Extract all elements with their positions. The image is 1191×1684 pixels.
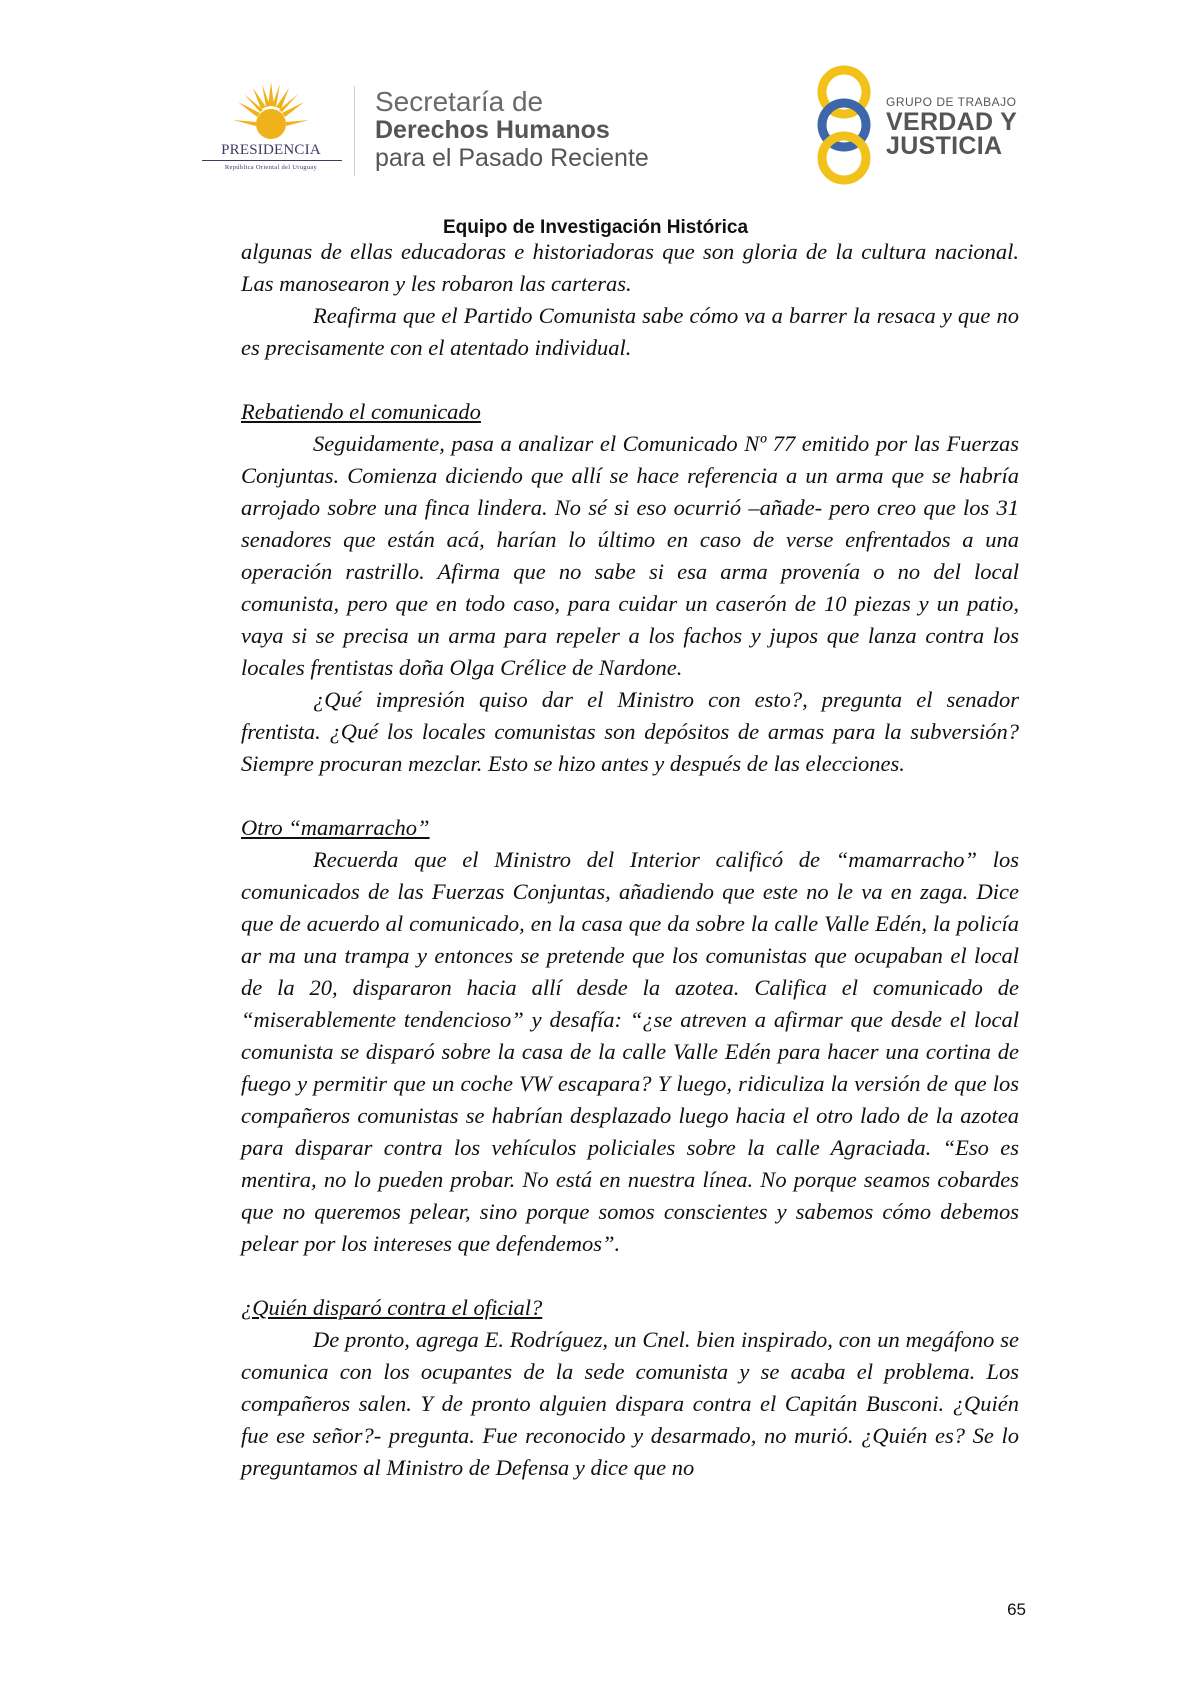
section-heading-2: Otro “mamarracho” [241,815,430,840]
paragraph-4: ¿Qué impresión quiso dar el Ministro con esto?, pregunta el senador frentista. ¿Qué los locales comunistas son depósitos de armas para la subversión? Siempre procuran mezclar. Esto se hizo antes y después de las elecciones. [241,687,1019,776]
page-header [0,0,1191,250]
header-divider [354,86,355,176]
paragraph-1: algunas de ellas educadoras e historiadoras que son gloria de la cultura nacional. Las manosearon y les robaron las carteras. [241,239,1019,296]
grupo-title-line-2: JUSTICIA [886,132,1003,160]
presidencia-rule [202,160,342,161]
paragraph-2: Reafirma que el Partido Comunista sabe cómo va a barrer la resaca y que no es precisamente con el atentado individual. [241,303,1019,360]
presidencia-name: PRESIDENCIA [221,142,321,158]
document-body [241,236,1019,1484]
grupo-trabajo-logo [808,62,1028,188]
secretaria-logo-text [375,88,649,172]
secretaria-line-2: Derechos Humanos [375,116,610,144]
secretaria-line-3: para el Pasado Reciente [375,144,649,172]
sun-icon [233,80,309,140]
presidencia-subtitle: República Oriental del Uruguay [224,164,318,171]
grupo-title-line-1: VERDAD Y [886,108,1018,136]
paragraph-5: Recuerda que el Ministro del Interior calificó de “mamarracho” los comunicados de las Fuerzas Conjuntas, añadiendo que este no le va en zaga. Dice que de acuerdo al comunicado, en la casa que da sobre la calle Valle Edén, la policía ar ma una trampa y entonces se pretende que los comunistas que ocupaban el local de la 20, dispararon hacia allí desde la azotea. Califica el comunicado de “miserablemente tendencioso” y desafía: “¿se atreven a afirmar que desde el local comunista se disparó sobre la casa de la calle Valle Edén para hacer una cortina de fuego y permitir que un coche VW escapara? Y luego, ridiculiza la versión de que los compañeros comunistas se habrían desplazado luego hacia el otro lado de la azotea para disparar contra los vehículos policiales sobre la calle Agraciada. “Eso es mentira, no lo pueden probar. No está en nuestra línea. No porque seamos cobardes que no queremos pelear, sino porque somos conscientes y sabemos cómo debemos pelear por los intereses que defendemos”. [241,847,1019,1256]
secretaria-line-1: Secretaría de [375,86,544,117]
page-number: 65 [1007,1600,1026,1619]
paragraph-6: De pronto, agrega E. Rodríguez, un Cnel. bien inspirado, con un megáfono se comunica con los ocupantes de la sede comunista y se acaba el problema. Los compañeros salen. Y de pronto alguien dispara contra el Capitán Busconi. ¿Quién fue ese señor?- pregunta. Fue reconocido y desarmado, no murió. ¿Quién es? Se lo preguntamos al Ministro de Defensa y dice que no [241,1327,1019,1480]
paragraph-3: Seguidamente, pasa a analizar el Comunicado Nº 77 emitido por las Fuerzas Conjuntas. Comienza diciendo que allí se hace referencia a un arma que se habría arrojado sobre una finca lindera. No sé si eso ocurrió –añade- pero creo que los 31 senadores que están acá, harían lo último en caso de verse enfrentados a una operación rastrillo. Afirma que no sabe si esa arma provenía o no del local comunista, pero que en todo caso, para cuidar un caserón de 10 piezas y un patio, vaya si se precisa un arma para repeler a los fachos y jupos que lanza contra los locales frentistas doña Olga Crélice de Nardone. [241,431,1019,680]
grupo-small-text: GRUPO DE TRABAJO [886,95,1017,109]
team-title: Equipo de Investigación Histórica [442,217,749,238]
section-heading-1: Rebatiendo el comunicado [241,399,481,424]
presidencia-logo [196,80,346,180]
rings-icon [808,62,888,188]
section-heading-3: ¿Quién disparó contra el oficial? [241,1295,543,1320]
